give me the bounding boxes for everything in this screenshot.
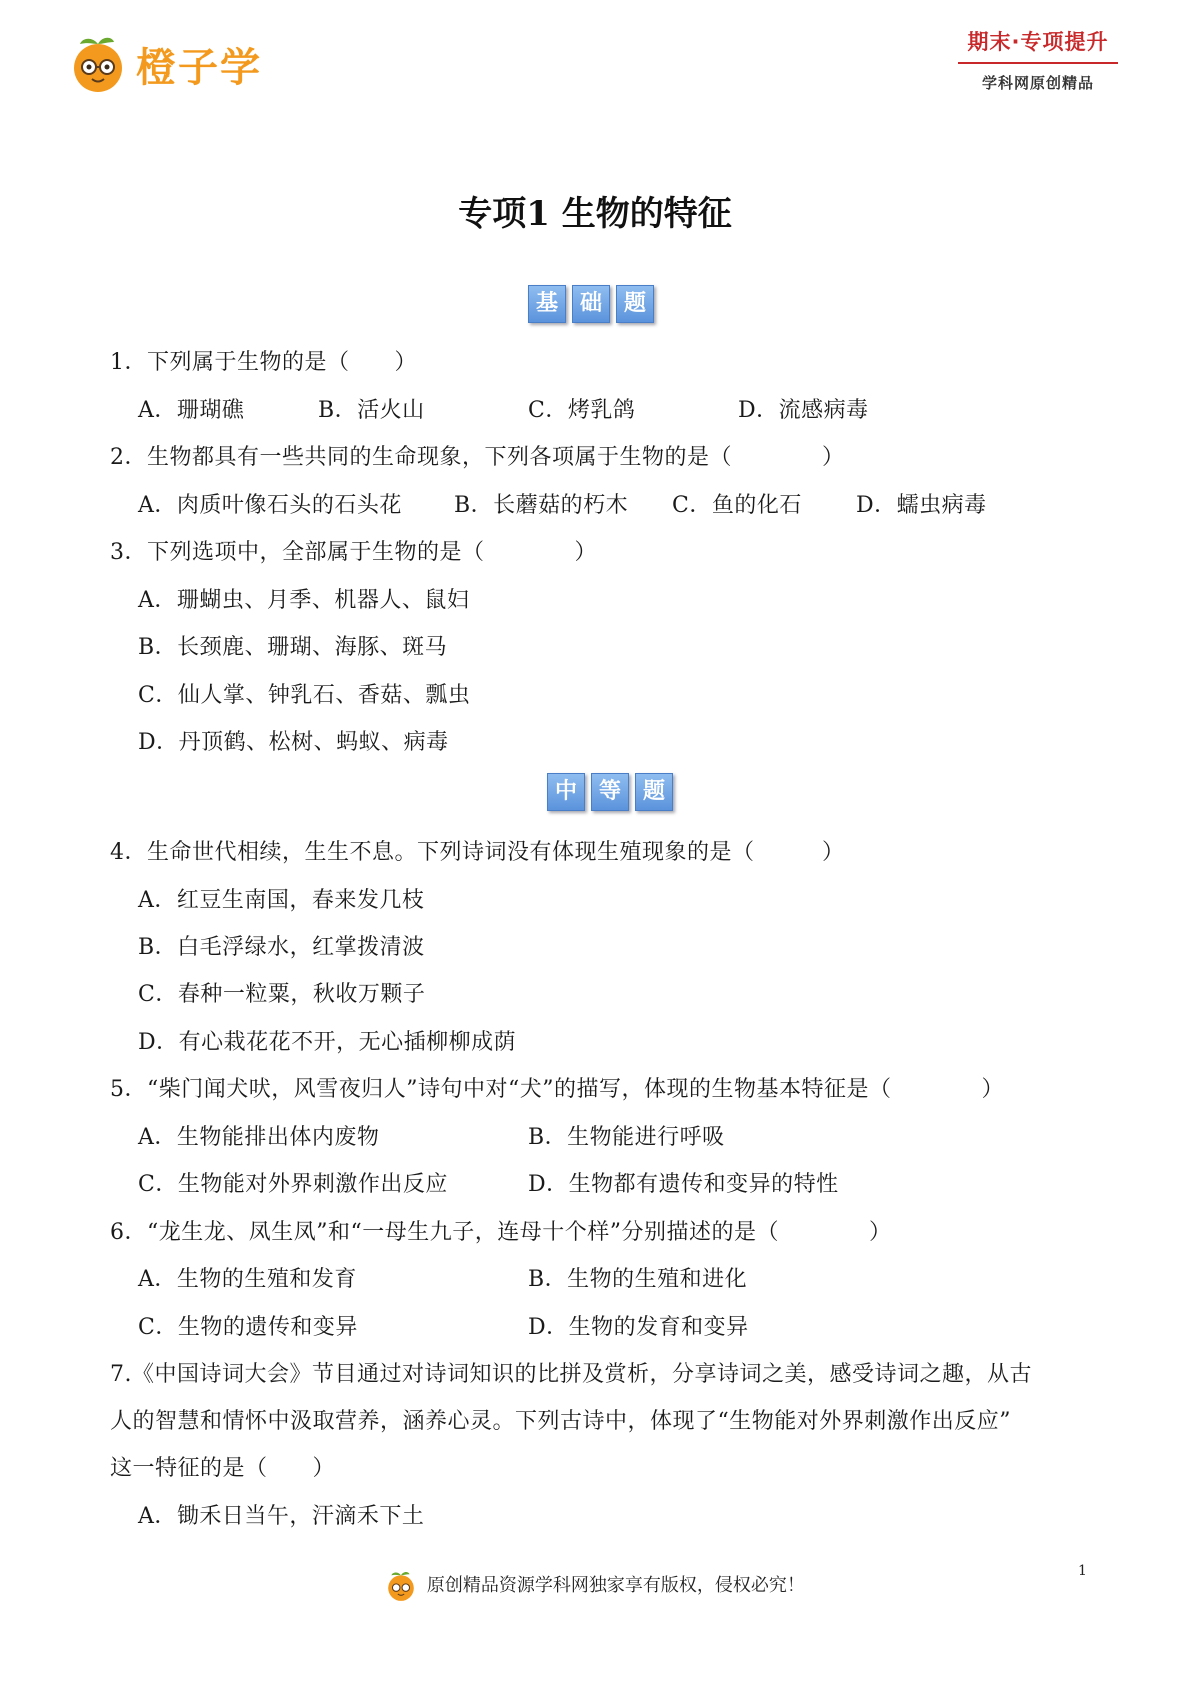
q3-option-a: A．珊蝴虫、月季、机器人、鼠妇 — [138, 588, 470, 613]
question-7-line-3: 这一特征的是（ ） — [110, 1456, 336, 1481]
q2-option-c: C．鱼的化石 — [672, 493, 802, 518]
q6-option-a: A．生物的生殖和发育 — [138, 1267, 357, 1292]
orange-mascot-icon — [68, 34, 128, 94]
copyright-text: 原创精品资源学科网独家享有版权，侵权必究！ — [426, 1575, 805, 1596]
page-title: 专项1 生物的特征 — [458, 194, 732, 234]
q1-option-b: B．活火山 — [318, 398, 425, 423]
question-2: 2．生物都具有一些共同的生命现象，下列各项属于生物的是（ ） — [110, 445, 845, 470]
q1-option-c: C．烤乳鸽 — [528, 398, 636, 423]
section-badge-char: 基 — [528, 285, 566, 323]
question-1: 1．下列属于生物的是（ ） — [110, 350, 417, 375]
logo-text: 橙子学 — [136, 44, 262, 91]
q5-option-a: A．生物能排出体内废物 — [138, 1125, 380, 1150]
q3-option-b: B．长颈鹿、珊瑚、海豚、斑马 — [138, 635, 448, 660]
q5-option-c: C．生物能对外界刺激作出反应 — [138, 1172, 448, 1197]
question-6: 6．“龙生龙、凤生凤”和“一母生九子，连母十个样”分别描述的是（ ） — [110, 1220, 892, 1245]
section-badge-medium — [547, 773, 673, 811]
q1-option-a: A．珊瑚礁 — [138, 398, 245, 423]
q3-option-d: D．丹顶鹤、松树、蚂蚁、病毒 — [138, 730, 449, 755]
page-number: 1 — [1078, 1563, 1087, 1579]
section-badge-char: 中 — [547, 773, 585, 811]
brand-logo — [68, 34, 262, 94]
q6-option-d: D．生物的发育和变异 — [528, 1315, 749, 1340]
brand-tag-title: 期末·专项提升 — [958, 26, 1118, 64]
question-5: 5．“柴门闻犬吠，风雪夜归人”诗句中对“犬”的描写，体现的生物基本特征是（ ） — [110, 1077, 1004, 1102]
q4-option-c: C．春种一粒粟，秋收万颗子 — [138, 982, 426, 1007]
q2-option-d: D．蠕虫病毒 — [856, 493, 987, 518]
question-4: 4．生命世代相续，生生不息。下列诗词没有体现生殖现象的是（ ） — [110, 840, 845, 865]
brand-tag-subtitle: 学科网原创精品 — [981, 74, 1094, 92]
q4-option-a: A．红豆生南国，春来发几枝 — [138, 888, 425, 913]
brand-tag — [958, 26, 1118, 93]
section-badge-char: 础 — [572, 285, 610, 323]
q7-option-a: A．锄禾日当午，汗滴禾下土 — [138, 1504, 425, 1529]
q2-option-a: A．肉质叶像石头的石头花 — [138, 493, 402, 518]
q5-option-b: B．生物能进行呼吸 — [528, 1125, 725, 1150]
question-7-line-1: 7.《中国诗词大会》节目通过对诗词知识的比拼及赏析，分享诗词之美，感受诗词之趣，从古 — [110, 1362, 1032, 1387]
q6-option-c: C．生物的遗传和变异 — [138, 1315, 358, 1340]
section-badge-basic — [528, 285, 654, 323]
section-badge-char: 题 — [616, 285, 654, 323]
section-badge-char: 题 — [635, 773, 673, 811]
orange-mascot-icon — [385, 1570, 417, 1602]
q4-option-b: B．白毛浮绿水，红掌拨清波 — [138, 935, 425, 960]
question-7-line-2: 人的智慧和情怀中汲取营养，涵养心灵。下列古诗中，体现了“生物能对外界刺激作出反应” — [110, 1409, 1011, 1434]
q1-option-d: D．流感病毒 — [738, 398, 869, 423]
q5-option-d: D．生物都有遗传和变异的特性 — [528, 1172, 839, 1197]
section-badge-char: 等 — [591, 773, 629, 811]
copyright-footer — [0, 1570, 1190, 1602]
question-3: 3．下列选项中，全部属于生物的是（ ） — [110, 540, 597, 565]
q4-option-d: D．有心栽花花不开，无心插柳柳成荫 — [138, 1030, 517, 1055]
q2-option-b: B．长蘑菇的朽木 — [454, 493, 629, 518]
q3-option-c: C．仙人掌、钟乳石、香菇、瓢虫 — [138, 683, 471, 708]
q6-option-b: B．生物的生殖和进化 — [528, 1267, 748, 1292]
